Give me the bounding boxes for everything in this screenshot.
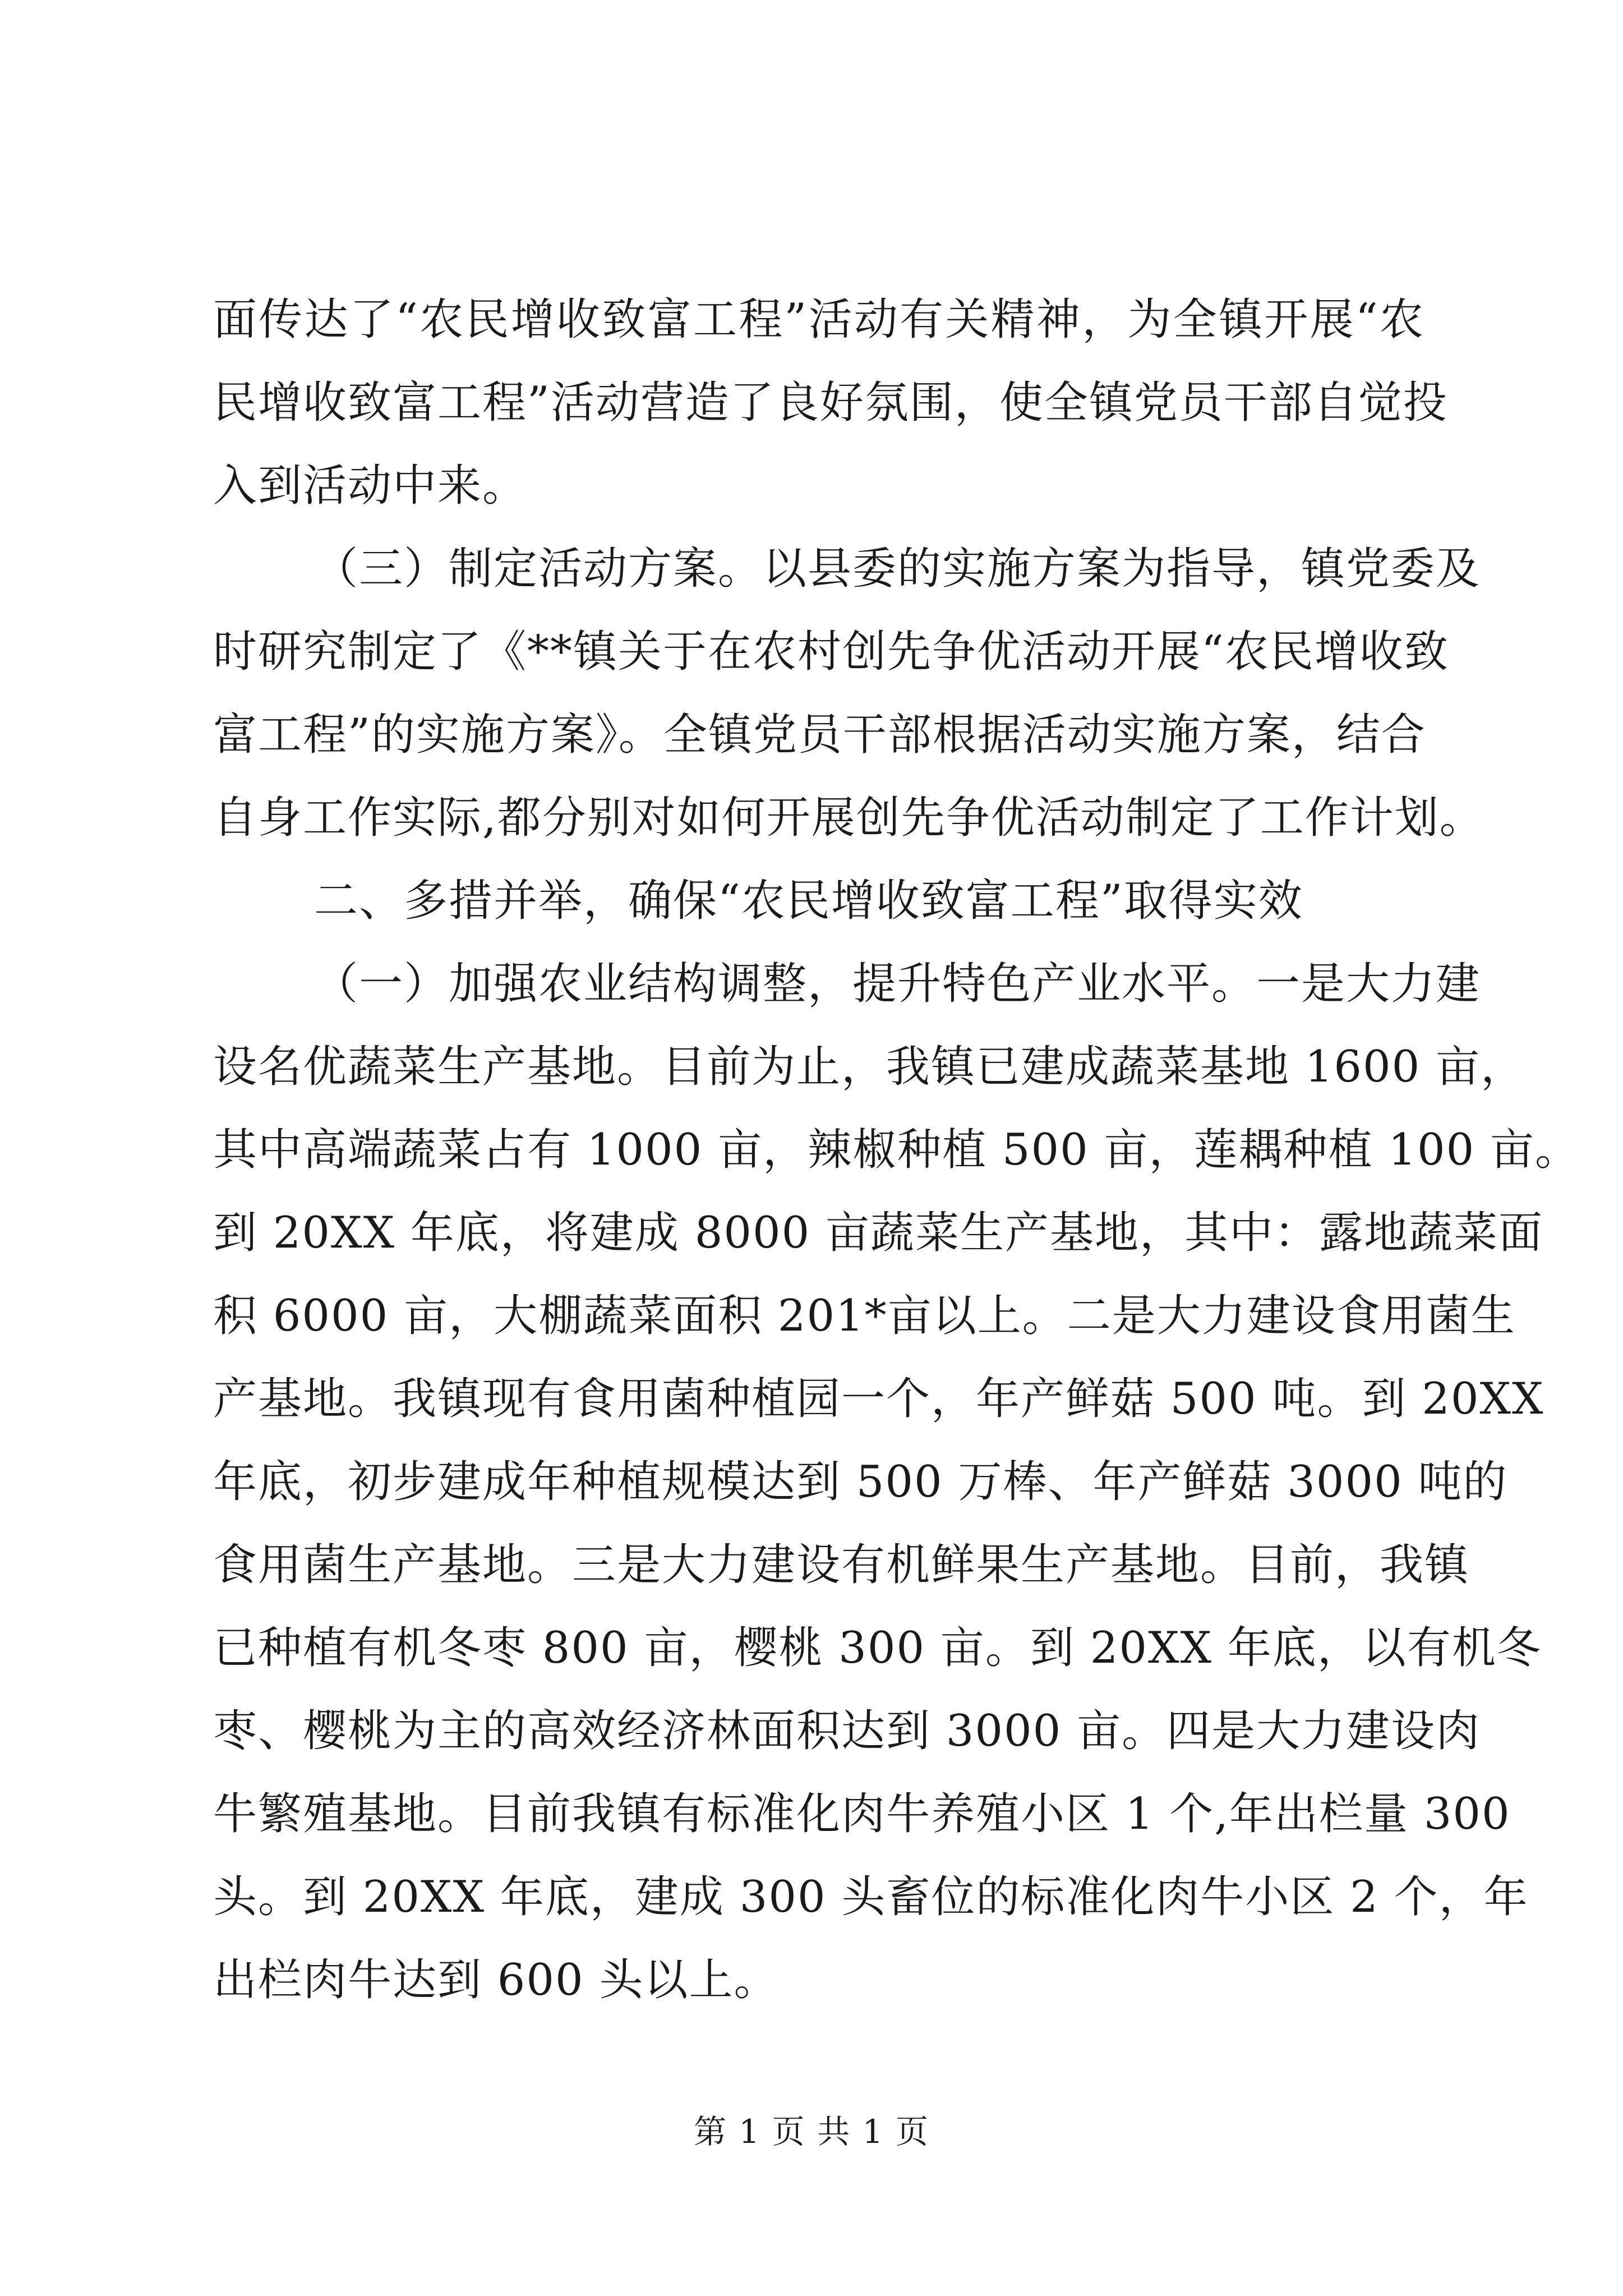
body-text-line: 牛繁殖基地。目前我镇有标准化肉牛养殖小区 1 个,年出栏量 300 (213, 1789, 1511, 1839)
body-text-line: （一）加强农业结构调整，提升特色产业水平。一是大力建 (314, 959, 1481, 1009)
body-text-line: 入到活动中来。 (213, 461, 528, 511)
body-text-line: 出栏肉牛达到 600 头以上。 (213, 1955, 779, 2005)
body-text-line: （三）制定活动方案。以县委的实施方案为指导，镇党委及 (314, 544, 1481, 594)
page-footer: 第 1 页 共 1 页 (694, 2113, 929, 2151)
body-text-line: 时研究制定了《**镇关于在农村创先争优活动开展“农民增收致 (213, 627, 1449, 677)
body-text-line: 枣、樱桃为主的高效经济林面积达到 3000 亩。四是大力建设肉 (213, 1706, 1481, 1756)
body-text-line: 年底，初步建成年种植规模达到 500 万棒、年产鲜菇 3000 吨的 (213, 1457, 1508, 1507)
body-text-line: 设名优蔬菜生产基地。目前为止，我镇已建成蔬菜基地 1600 亩， (213, 1042, 1526, 1092)
body-text-line: 到 20XX 年底，将建成 8000 亩蔬菜生产基地，其中：露地蔬菜面 (213, 1208, 1543, 1258)
body-text-line: 面传达了“农民增收致富工程”活动有关精神，为全镇开展“农 (213, 295, 1424, 345)
body-text-line: 民增收致富工程”活动营造了良好氛围，使全镇党员干部自觉投 (213, 378, 1448, 428)
body-text-line: 其中高端蔬菜占有 1000 亩，辣椒种植 500 亩，莲耦种植 100 亩。 (213, 1125, 1580, 1175)
body-text-line: 头。到 20XX 年底，建成 300 头畜位的标准化肉牛小区 2 个，年 (213, 1872, 1529, 1922)
body-text-line: 已种植有机冬枣 800 亩，樱桃 300 亩。到 20XX 年底，以有机冬 (213, 1623, 1542, 1673)
body-text-line: 食用菌生产基地。三是大力建设有机鲜果生产基地。目前，我镇 (213, 1540, 1470, 1590)
section-heading: 二、多措并举，确保“农民增收致富工程”取得实效 (314, 876, 1303, 926)
body-text-line: 富工程”的实施方案》。全镇党员干部根据活动实施方案，结合 (213, 710, 1426, 760)
body-text-line: 积 6000 亩，大棚蔬菜面积 201*亩以上。二是大力建设食用菌生 (213, 1291, 1516, 1341)
body-text-line: 产基地。我镇现有食用菌种植园一个，年产鲜菇 500 吨。到 20XX (213, 1374, 1544, 1424)
body-text-line: 自身工作实际,都分别对如何开展创先争优活动制定了工作计划。 (213, 793, 1484, 843)
